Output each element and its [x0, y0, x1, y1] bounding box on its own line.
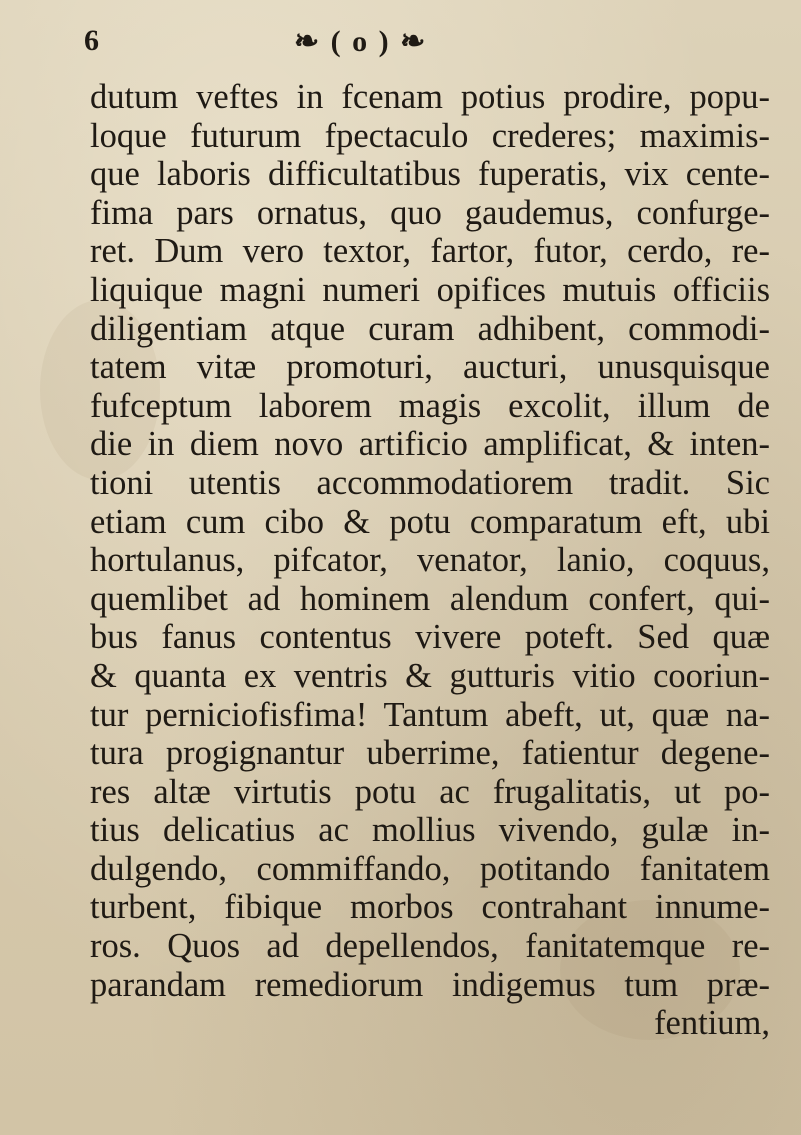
text-line: ret. Dum vero textor, fartor, futor, cerdo, re- — [90, 232, 770, 271]
text-line: die in diem novo artificio amplificat, & inten- — [90, 425, 770, 464]
text-line: turbent, fibique morbos contrahant innume- — [90, 888, 770, 927]
text-line: tura progignantur uberrime, fatientur degene- — [90, 734, 770, 773]
text-line: fufceptum laborem magis excolit, illum de — [90, 386, 770, 425]
text-line: res altæ virtutis potu ac frugalitatis, ut po- — [90, 772, 770, 811]
text-line: diligentiam atque curam adhibent, commodi- — [90, 309, 770, 348]
text-line: parandam remediorum indigemus tum præ- — [90, 965, 770, 1004]
text-line: que laboris difficultatibus fuperatis, vix cente- — [90, 155, 770, 194]
page-number: 6 — [84, 24, 99, 57]
text-line: liquique magni numeri opifices mutuis officiis — [90, 270, 770, 309]
text-line: dulgendo, commiffando, potitando fanitatem — [90, 849, 770, 888]
text-line: tius delicatius ac mollius vivendo, gulæ in- — [90, 811, 770, 850]
text-line: tatem vitæ promoturi, aucturi, unusquisque — [90, 348, 770, 387]
page-header — [84, 18, 724, 68]
text-line: tioni utentis accommodatiorem tradit. Sic — [90, 463, 770, 502]
catchword: fentium, — [654, 1004, 770, 1043]
text-line: etiam cum cibo & potu comparatum eft, ubi — [90, 502, 770, 541]
text-line: loque futurum fpectaculo crederes; maximis- — [90, 116, 770, 155]
running-head-ornament: ❧ ( o ) ❧ — [294, 25, 428, 58]
text-line: dutum veftes in fcenam potius prodire, popu- — [90, 78, 770, 116]
text-line: bus fanus contentus vivere poteft. Sed quæ — [90, 618, 770, 657]
text-line: quemlibet ad hominem alendum confert, qui- — [90, 579, 770, 618]
text-line: ros. Quos ad depellendos, fanitatemque re- — [90, 927, 770, 966]
text-line: & quanta ex ventris & gutturis vitio cooriun- — [90, 656, 770, 695]
text-line: tur perniciofisfima! Tantum abeft, ut, quæ na- — [90, 695, 770, 734]
text-line: hortulanus, pifcator, venator, lanio, coquus, — [90, 541, 770, 580]
body-text — [90, 78, 770, 1043]
text-line: fima pars ornatus, quo gaudemus, confurge- — [90, 193, 770, 232]
